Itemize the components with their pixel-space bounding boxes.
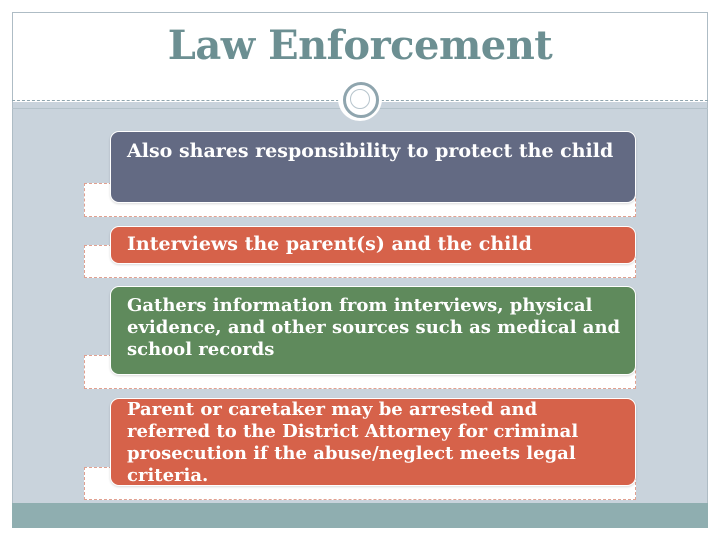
slide-title: Law Enforcement <box>167 22 553 69</box>
list-item-responsibility <box>110 131 636 203</box>
list-item-arrest <box>110 398 636 486</box>
list-item-text: Parent or caretaker may be arrested and referred to the District Attorney for criminal prosecution if the abuse/neglect meets legal criteria. <box>127 399 579 486</box>
list-item-text: Gathers information from interviews, physical evidence, and other sources such as medical and school records <box>127 295 621 360</box>
bottom-band <box>12 503 708 528</box>
list-item-text: Also shares responsibility to protect the child <box>127 140 614 162</box>
list-item-text: Interviews the parent(s) and the child <box>127 233 532 255</box>
list-item-gathers-information <box>110 286 636 375</box>
list-item-interviews <box>110 226 636 264</box>
circle-ornament-center-icon <box>350 89 370 109</box>
